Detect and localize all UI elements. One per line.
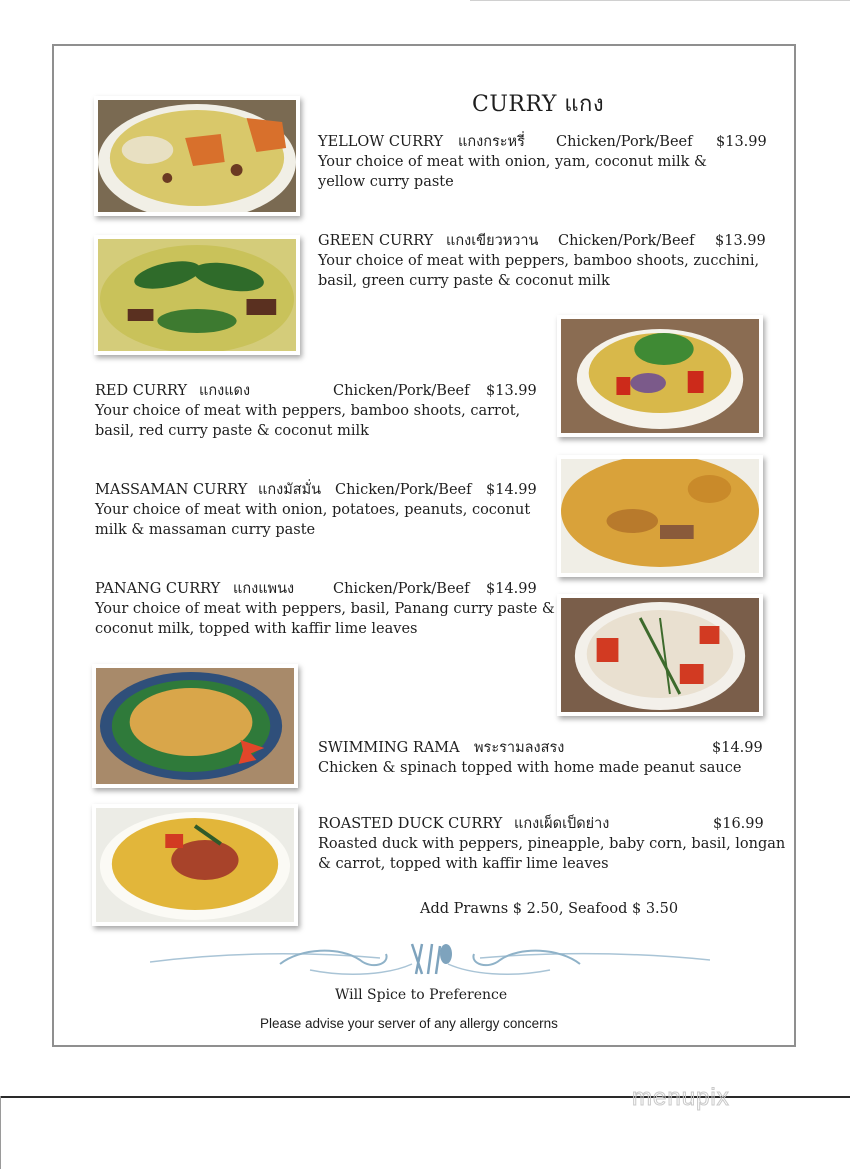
item-price: $13.99 — [716, 134, 767, 150]
item-name: GREEN CURRY — [318, 233, 434, 249]
item-name: MASSAMAN CURRY — [95, 482, 248, 498]
item-name: ROASTED DUCK CURRY — [318, 816, 503, 832]
item-thai-name: แกงเผ็ดเป็ดย่าง — [514, 816, 610, 832]
item-thai-name: แกงแดง — [199, 383, 251, 399]
menu-item-massaman-curry — [95, 481, 545, 540]
item-name: YELLOW CURRY — [318, 134, 444, 150]
menu-item-yellow-curry — [318, 133, 768, 192]
item-description-line: yellow curry paste — [318, 173, 454, 190]
scan-left-edge — [0, 1096, 1, 1169]
item-price: $14.99 — [486, 581, 537, 597]
spice-note: Will Spice to Preference — [335, 987, 508, 1003]
item-price: $13.99 — [486, 383, 537, 399]
yellow-curry-photo — [94, 96, 300, 216]
item-thai-name: แกงกระหรี่ — [458, 134, 525, 150]
item-thai-name: แกงเขียวหวาน — [446, 233, 539, 249]
item-options: Chicken/Pork/Beef — [335, 482, 472, 498]
panang-curry-photo — [557, 594, 763, 716]
item-price: $13.99 — [715, 233, 766, 249]
item-description-line: Chicken & spinach topped with home made peanut sauce — [318, 760, 742, 776]
red-curry-photo — [557, 315, 763, 437]
menu-item-red-curry — [95, 382, 545, 441]
item-name: PANANG CURRY — [95, 581, 221, 597]
item-description-line: milk & massaman curry paste — [95, 521, 316, 538]
item-options: Chicken/Pork/Beef — [558, 233, 695, 249]
green-curry-photo — [94, 235, 300, 355]
item-description-line: coconut milk, topped with kaffir lime leaves — [95, 620, 418, 637]
add-on-note: Add Prawns $ 2.50, Seafood $ 3.50 — [420, 901, 679, 917]
flourish-divider — [150, 934, 710, 982]
item-thai-name: แกงแพนง — [233, 581, 295, 597]
roasted-duck-curry-photo — [92, 804, 298, 926]
item-description-line: Roasted duck with peppers, pineapple, baby corn, basil, longan — [318, 836, 786, 852]
item-thai-name: พระรามลงสรง — [474, 740, 565, 756]
section-title: CURRY แกง — [472, 92, 605, 117]
item-price: $16.99 — [713, 816, 764, 832]
item-description-line: basil, green curry paste & coconut milk — [318, 272, 610, 289]
item-options: Chicken/Pork/Beef — [333, 581, 470, 597]
swimming-rama-photo — [92, 664, 298, 788]
menu-item-panang-curry — [95, 580, 555, 639]
item-description-line: Your choice of meat with onion, potatoes, peanuts, coconut — [95, 502, 531, 518]
menu-item-green-curry — [318, 232, 768, 291]
menu-item-roasted-duck-curry — [318, 815, 786, 874]
item-description-line: basil, red curry paste & coconut milk — [95, 422, 369, 439]
item-options: Chicken/Pork/Beef — [556, 134, 693, 150]
item-description-line: Your choice of meat with peppers, basil, Panang curry paste & — [95, 601, 555, 617]
item-price: $14.99 — [486, 482, 537, 498]
item-thai-name: แกงมัสมั่น — [258, 482, 322, 498]
scan-top-edge — [470, 0, 850, 1]
item-description-line: & carrot, topped with kaffir lime leaves — [318, 855, 609, 872]
item-name: SWIMMING RAMA — [318, 740, 460, 756]
allergy-note: Please advise your server of any allergy concerns — [260, 1016, 558, 1031]
item-description-line: Your choice of meat with peppers, bamboo shoots, zucchini, — [318, 253, 760, 269]
item-description-line: Your choice of meat with onion, yam, coconut milk & — [318, 154, 707, 170]
item-name: RED CURRY — [95, 383, 188, 399]
item-price: $14.99 — [712, 740, 763, 756]
item-options: Chicken/Pork/Beef — [333, 383, 470, 399]
menu-item-swimming-rama — [318, 739, 768, 779]
watermark-logo: menupix — [632, 1084, 730, 1111]
item-description-line: Your choice of meat with peppers, bamboo shoots, carrot, — [95, 403, 521, 419]
massaman-curry-photo — [557, 455, 763, 577]
